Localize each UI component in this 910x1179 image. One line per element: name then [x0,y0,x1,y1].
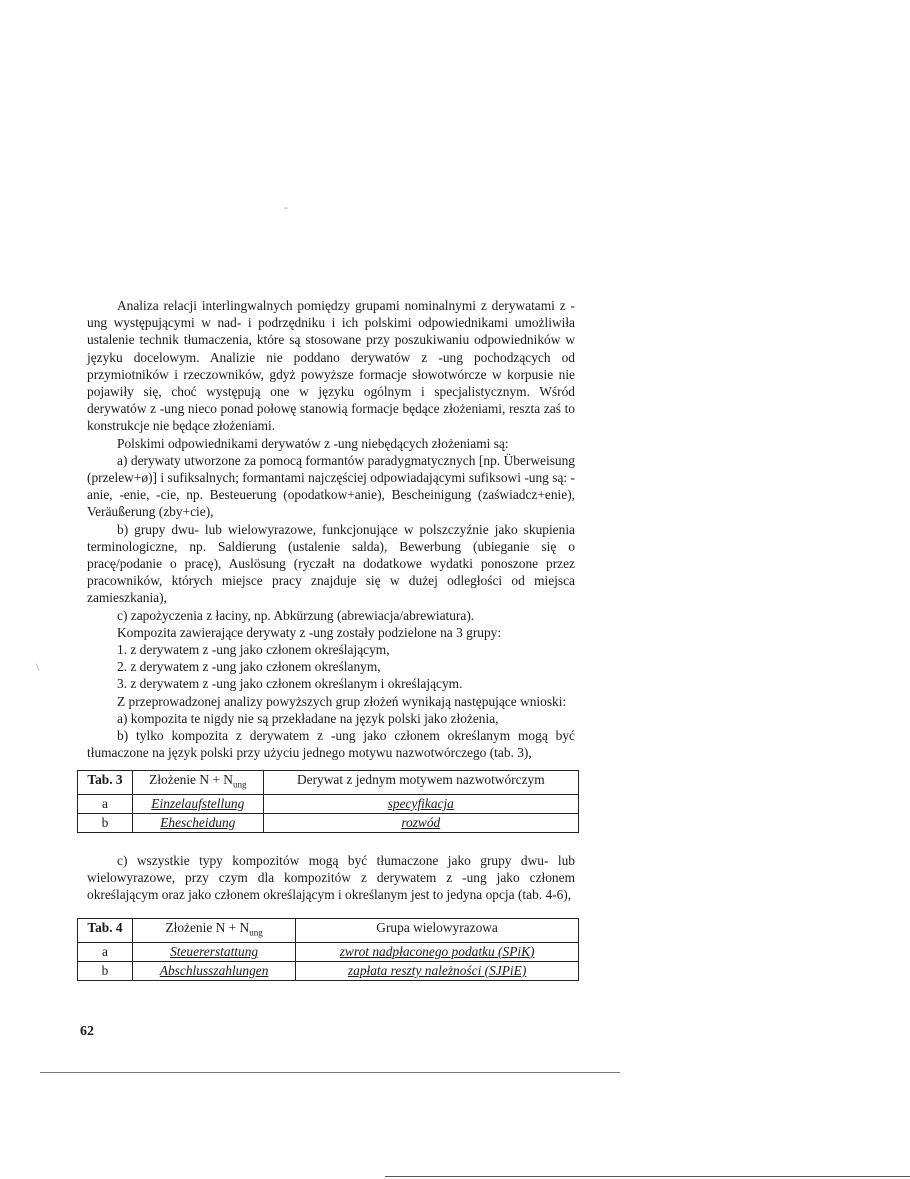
row-key: a [78,794,133,813]
table-label: Tab. 4 [78,919,133,943]
table-3 [77,770,579,833]
table-row [78,813,579,832]
column-header-derivative: Derywat z jednym motywem nazwotwórczym [263,771,578,795]
paragraph-conclusions: Z przeprowadzonej analizy powyższych grup złożeń wynikają następujące wnioski: [117,693,567,709]
column-header-group: Grupa wielowyrazowa [296,919,579,943]
body-text [87,297,575,761]
paragraph-intro: Analiza relacji interlingwalnych pomiędzy grupami nominalnymi z derywatami z -ung występującymi w nad- i podrzędniku i ich polskimi odpowiednikami umożliwiła ustalenie technik tłumaczenia, które są stosowane przy poszukiwaniu odpowiedników w języku docelowym. Analizie nie poddano derywatów z -ung pochodzących od przymiotników i rzeczowników, gdyż powyższe formacje słowotwórcze w korpusie nie pojawiły się, choć występują one w języku ogólnym i specjalistycznym. Wśród derywatów z -ung nieco ponad połowę stanowią formacje będące złożeniami, reszta zaś to konstrukcje nie będące złożeniami. [87,298,575,434]
target-term: rozwód [263,813,578,832]
paragraph-b: b) grupy dwu- lub wielowyrazowe, funkcjonujące w polszczyźnie jako skupienia terminologiczne, np. Saldierung (ustalenie salda), Bewerbung (ubieganie się o pracę/podanie o pracę), Auslösung (ryczałt na dodatkowe wydatki ponoszone przez pracowników, których miejsce pracy znajduje się w dużej odległości od miejsca zamieszkania), [87,521,575,606]
table-row [78,942,579,961]
list-item-1: 1. z derywatem z -ung jako członem określającym, [117,642,390,658]
source-term: Steuererstattung [133,942,296,961]
table-4 [77,918,579,981]
target-term: specyfikacja [263,794,578,813]
list-item-3: 3. z derywatem z -ung jako członem określanym i określającym. [117,676,463,692]
paragraph-a: a) derywaty utworzone za pomocą formantów paradygmatycznych [np. Überweisung (przelew+ø)] i sufiksalnych; formantami najczęściej odpowiadającymi sufiksowi -ung są: -anie, -enie, -cie, np. Besteuerung (opodatkow+anie), Bescheinigung (zaświadcz+enie), Veräußerung (zby+cie), [87,452,575,520]
paragraph-equivalents: Polskimi odpowiednikami derywatów z -ung niebędących złożeniami są: [117,435,509,451]
table-row [78,961,579,980]
source-term: Einzelaufstellung [133,794,264,813]
row-key: b [78,813,133,832]
conclusion-a: a) kompozita te nigdy nie są przekładane na język polski jako złożenia, [117,710,499,726]
body-text-continued [87,852,575,904]
paragraph-c: c) zapożyczenia z łaciny, np. Abkürzung (abrewiacja/abrewiatura). [117,607,475,623]
table-header-row [78,919,579,943]
list-item-2: 2. z derywatem z -ung jako członem określanym, [117,659,381,675]
row-key: a [78,942,133,961]
conclusion-c: c) wszystkie typy kompozitów mogą być tłumaczone jako grupy dwu- lub wielowyrazowe, przy czym dla kompozitów z derywatem z -ung jako członem określającym oraz jako członem określającym i określanym jest to jedyna opcja (tab. 4-6), [87,853,575,903]
row-key: b [78,961,133,980]
page-number: 62 [80,1024,94,1039]
source-term: Ehescheidung [133,813,264,832]
conclusion-b: b) tylko kompozita z derywatem z -ung jako członem określanym mogą być tłumaczone na język polski przy użyciu jednego motywu nazwotwórczego (tab. 3), [87,728,575,761]
table-row [78,794,579,813]
scan-rule-bottom [385,1176,910,1177]
target-term: zwrot nadpłaconego podatku (SPiK) [296,942,579,961]
scan-rule-divider [40,1072,620,1073]
scan-mark: - [284,200,288,214]
target-term: zapłata reszty należności (SJPiE) [296,961,579,980]
source-term: Abschlusszahlungen [133,961,296,980]
column-header-compound: Złożenie $N + N_{ung}$ [133,919,296,943]
scan-mark: \ [36,660,40,674]
table-header-row [78,771,579,795]
paragraph-groups: Kompozita zawierające derywaty z -ung zostały podzielone na 3 grupy: [117,624,502,640]
column-header-compound: Złożenie $N + N_{ung}$ [133,771,264,795]
table-label: Tab. 3 [78,771,133,795]
